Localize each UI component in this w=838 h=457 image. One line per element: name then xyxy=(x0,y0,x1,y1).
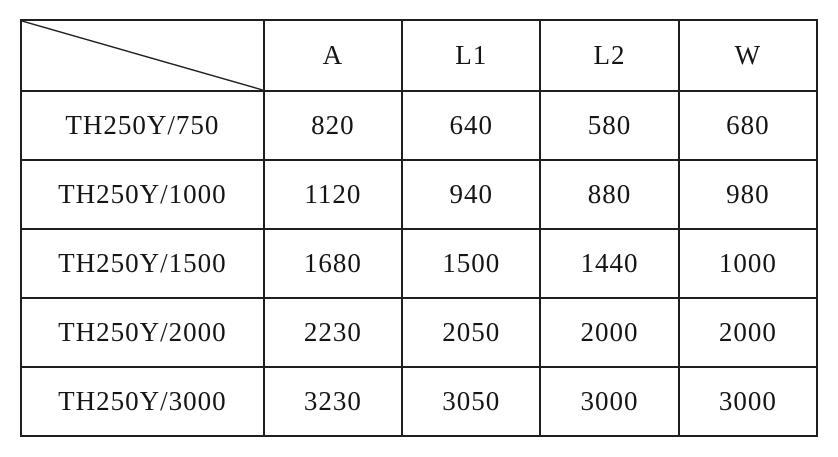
model-label: TH250Y/750 xyxy=(21,91,264,160)
value-a: 1120 xyxy=(264,160,402,229)
value-l1: 2050 xyxy=(402,298,540,367)
table-row xyxy=(21,160,817,229)
value-l2: 1440 xyxy=(540,229,678,298)
model-label: TH250Y/2000 xyxy=(21,298,264,367)
diagonal-header-cell xyxy=(21,20,264,91)
value-w: 680 xyxy=(679,91,817,160)
table-row xyxy=(21,91,817,160)
table-row xyxy=(21,229,817,298)
model-label: TH250Y/1000 xyxy=(21,160,264,229)
table-row xyxy=(21,367,817,436)
model-label: TH250Y/1500 xyxy=(21,229,264,298)
column-header-l1: L1 xyxy=(402,20,540,91)
value-a: 3230 xyxy=(264,367,402,436)
value-w: 2000 xyxy=(679,298,817,367)
value-w: 3000 xyxy=(679,367,817,436)
header-row xyxy=(21,20,817,91)
value-a: 1680 xyxy=(264,229,402,298)
column-header-w: W xyxy=(679,20,817,91)
dimension-table xyxy=(20,19,818,437)
diagonal-line xyxy=(22,21,263,90)
value-a: 820 xyxy=(264,91,402,160)
column-header-l2: L2 xyxy=(540,20,678,91)
value-l1: 3050 xyxy=(402,367,540,436)
value-w: 980 xyxy=(679,160,817,229)
value-w: 1000 xyxy=(679,229,817,298)
value-a: 2230 xyxy=(264,298,402,367)
value-l2: 2000 xyxy=(540,298,678,367)
value-l1: 640 xyxy=(402,91,540,160)
value-l2: 880 xyxy=(540,160,678,229)
value-l1: 940 xyxy=(402,160,540,229)
table-row xyxy=(21,298,817,367)
value-l2: 3000 xyxy=(540,367,678,436)
column-header-a: A xyxy=(264,20,402,91)
model-label: TH250Y/3000 xyxy=(21,367,264,436)
value-l2: 580 xyxy=(540,91,678,160)
value-l1: 1500 xyxy=(402,229,540,298)
